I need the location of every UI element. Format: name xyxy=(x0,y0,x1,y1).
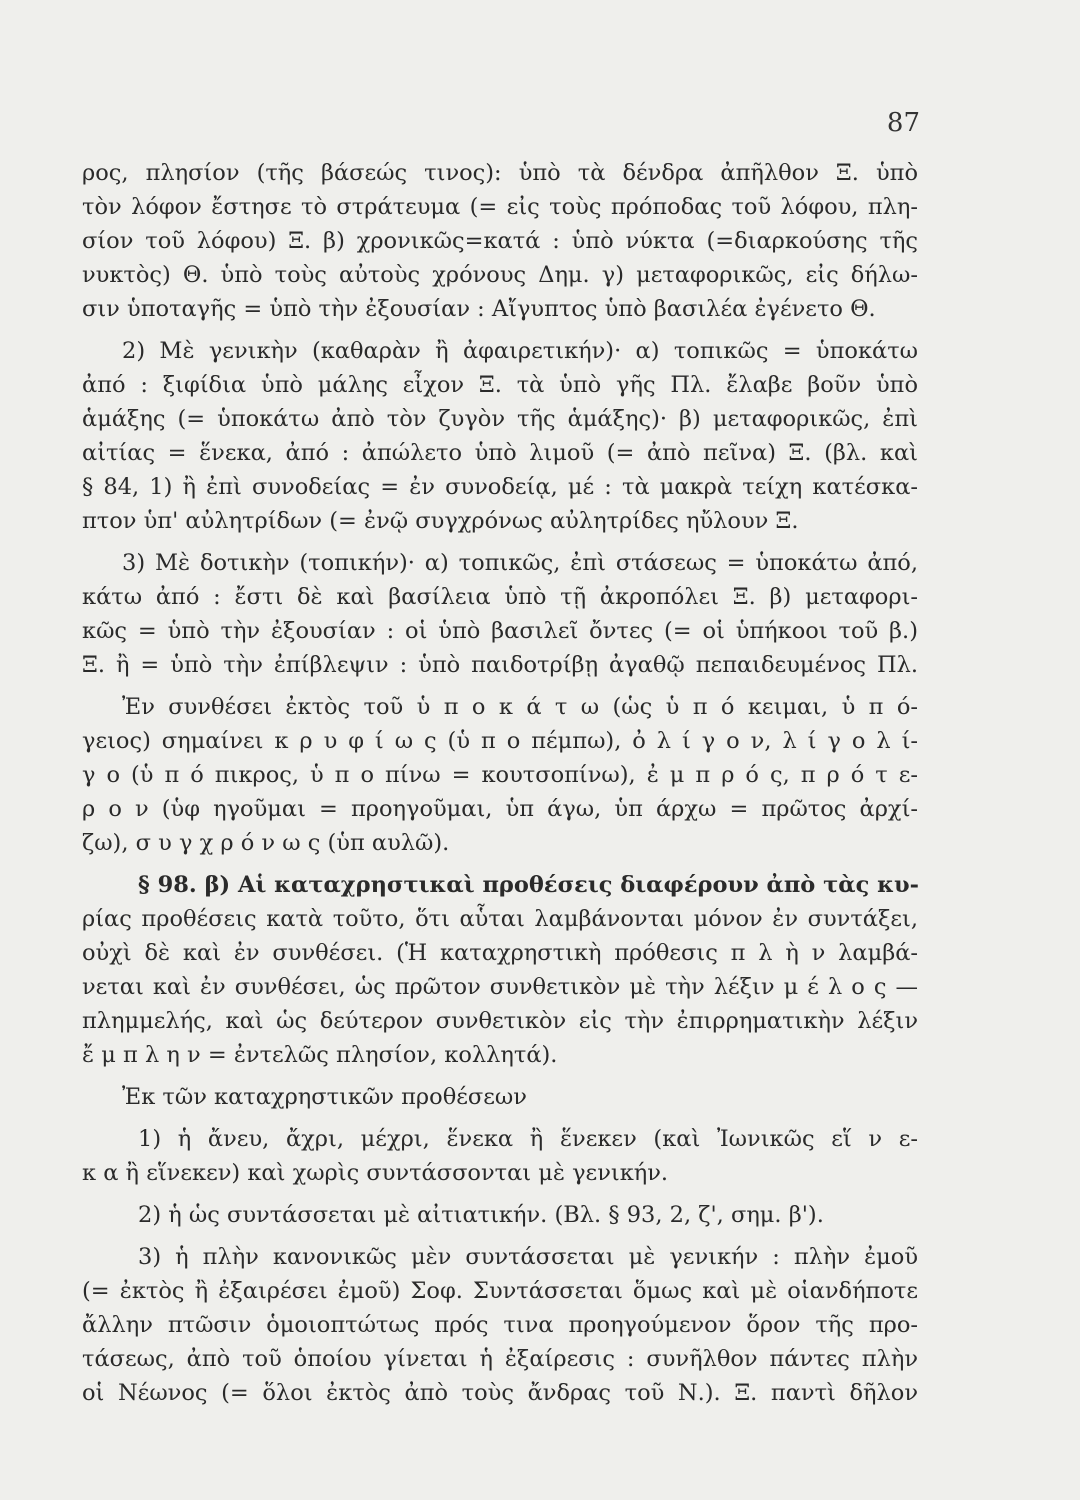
text-line: οἱ Νέωνος (= ὅλοι ἐκτὸς ἀπὸ τοὺς ἄνδρας τοῦ Ν.). Ξ. παντὶ δῆλον xyxy=(82,1380,918,1406)
text-line: ρος, πλησίον (τῆς βάσεώς τινος): ὑπὸ τὰ δένδρα ἀπῆλθον Ξ. ὑπὸ xyxy=(82,160,918,186)
text-line: 2) ἡ ὡς συντάσσεται μὲ αἰτιατικήν. (Βλ. § 93, 2, ζ', σημ. β'). xyxy=(138,1202,824,1228)
text-line: § 84, 1) ἢ ἐπὶ συνοδείας = ἐν συνοδείᾳ, μέ : τὰ μακρὰ τείχη κατέσκα- xyxy=(82,474,918,500)
text-line: γειος) σημαίνει κ ρ υ φ ί ω ς (ὑ π ο πέμπω), ὀ λ ί γ ο ν, λ ί γ ο λ ί- xyxy=(82,728,918,754)
text-line: γ ο (ὑ π ό πικρος, ὑ π ο πίνω = κουτσοπίνω), ἐ μ π ρ ό ς, π ρ ό τ ε- xyxy=(82,762,918,788)
text-line: 3) ἡ πλὴν κανονικῶς μὲν συντάσσεται μὲ γενικήν : πλὴν ἐμοῦ xyxy=(138,1244,918,1270)
text-line: τὸν λόφον ἔστησε τὸ στράτευμα (= εἰς τοὺς πρόποδας τοῦ λόφου, πλη- xyxy=(82,194,918,220)
text-line: ἄλλην πτῶσιν ὁμοιοπτώτως πρός τινα προηγούμενον ὅρον τῆς προ- xyxy=(82,1312,918,1338)
text-line: (= ἐκτὸς ἢ ἐξαιρέσει ἐμοῦ) Σοφ. Συντάσσεται ὅμως καὶ μὲ οἱανδήποτε xyxy=(82,1278,918,1304)
text-line: σίον τοῦ λόφου) Ξ. β) χρονικῶς=κατά : ὑπὸ νύκτα (=διαρκούσης τῆς xyxy=(82,228,918,254)
text-line: κ α ἢ εἵνεκεν) καὶ χωρὶς συντάσσονται μὲ γενικήν. xyxy=(82,1160,669,1186)
text-line: κῶς = ὑπὸ τὴν ἐξουσίαν : οἱ ὑπὸ βασιλεῖ ὄντες (= οἱ ὑπήκοοι τοῦ β.) xyxy=(82,618,918,644)
text-line: κάτω ἀπό : ἔστι δὲ καὶ βασίλεια ὑπὸ τῇ ἀκροπόλει Ξ. β) μεταφορι- xyxy=(82,584,918,610)
text-line: 1) ἡ ἄνευ, ἄχρι, μέχρι, ἕνεκα ἢ ἕνεκεν (καὶ Ἰωνικῶς εἵ ν ε- xyxy=(138,1126,918,1152)
text-line: ἀπό : ξιφίδια ὑπὸ μάλης εἶχον Ξ. τὰ ὑπὸ γῆς Πλ. ἔλαβε βοῦν ὑπὸ xyxy=(82,372,918,398)
text-line: σιν ὑποταγῆς = ὑπὸ τὴν ἐξουσίαν : Αἴγυπτος ὑπὸ βασιλέα ἐγένετο Θ. xyxy=(82,296,876,322)
text-line: ἁμάξης (= ὑποκάτω ἀπὸ τὸν ζυγὸν τῆς ἁμάξης)· β) μεταφορικῶς, ἐπὶ xyxy=(82,406,918,432)
section-heading-line: § 98. β) Αἱ καταχρηστικαὶ προθέσεις διαφέρουν ἀπὸ τὰς κυ- xyxy=(138,872,919,898)
text-line: τάσεως, ἀπὸ τοῦ ὁποίου γίνεται ἡ ἐξαίρεσις : συνῆλθον πάντες πλὴν xyxy=(82,1346,918,1372)
text-line: νεται καὶ ἐν συνθέσει, ὡς πρῶτον συνθετικὸν μὲ τὴν λέξιν μ έ λ ο ς — xyxy=(82,974,918,1000)
text-line: οὐχὶ δὲ καὶ ἐν συνθέσει. (Ἡ καταχρηστικὴ πρόθεσις π λ ὴ ν λαμβά- xyxy=(82,940,918,966)
text-line: πλημμελής, καὶ ὡς δεύτερον συνθετικὸν εἰς τὴν ἐπιρρηματικὴν λέξιν xyxy=(82,1008,918,1034)
text-line: ζω), σ υ γ χ ρ ό ν ω ς (ὑπ αυλῶ). xyxy=(82,830,450,856)
text-line: ρ ο ν (ὑφ ηγοῦμαι = προηγοῦμαι, ὑπ άγω, ὑπ άρχω = πρῶτος ἀρχί- xyxy=(82,796,918,822)
text-line: Ἐκ τῶν καταχρηστικῶν προθέσεων xyxy=(122,1084,527,1110)
page-number: 87 xyxy=(886,108,920,138)
text-line: 3) Μὲ δοτικὴν (τοπικήν)· α) τοπικῶς, ἐπὶ στάσεως = ὑποκάτω ἀπό, xyxy=(122,550,918,576)
text-line: ρίας προθέσεις κατὰ τοῦτο, ὅτι αὗται λαμβάνονται μόνον ἐν συντάξει, xyxy=(82,906,918,932)
text-line: νυκτὸς) Θ. ὑπὸ τοὺς αὐτοὺς χρόνους Δημ. γ) μεταφορικῶς, εἰς δήλω- xyxy=(82,262,918,288)
text-line: πτον ὑπ' αὐλητρίδων (= ἐνῷ συγχρόνως αὐλητρίδες ηὔλουν Ξ. xyxy=(82,508,799,534)
text-line: Ξ. ἢ = ὑπὸ τὴν ἐπίβλεψιν : ὑπὸ παιδοτρίβῃ ἀγαθῷ πεπαιδευμένος Πλ. xyxy=(82,652,918,678)
text-line: Ἐν συνθέσει ἐκτὸς τοῦ ὑ π ο κ ά τ ω (ὡς ὑ π ό κειμαι, ὑ π ό- xyxy=(122,694,918,720)
text-line: ἔ μ π λ η ν = ἐντελῶς πλησίον, κολλητά). xyxy=(82,1042,558,1068)
text-line: αἰτίας = ἕνεκα, ἀπό : ἀπώλετο ὑπὸ λιμοῦ (= ἀπὸ πεῖνα) Ξ. (βλ. καὶ xyxy=(82,440,918,466)
text-line: 2) Μὲ γενικὴν (καθαρὰν ἢ ἀφαιρετικήν)· α) τοπικῶς = ὑποκάτω xyxy=(122,338,918,364)
